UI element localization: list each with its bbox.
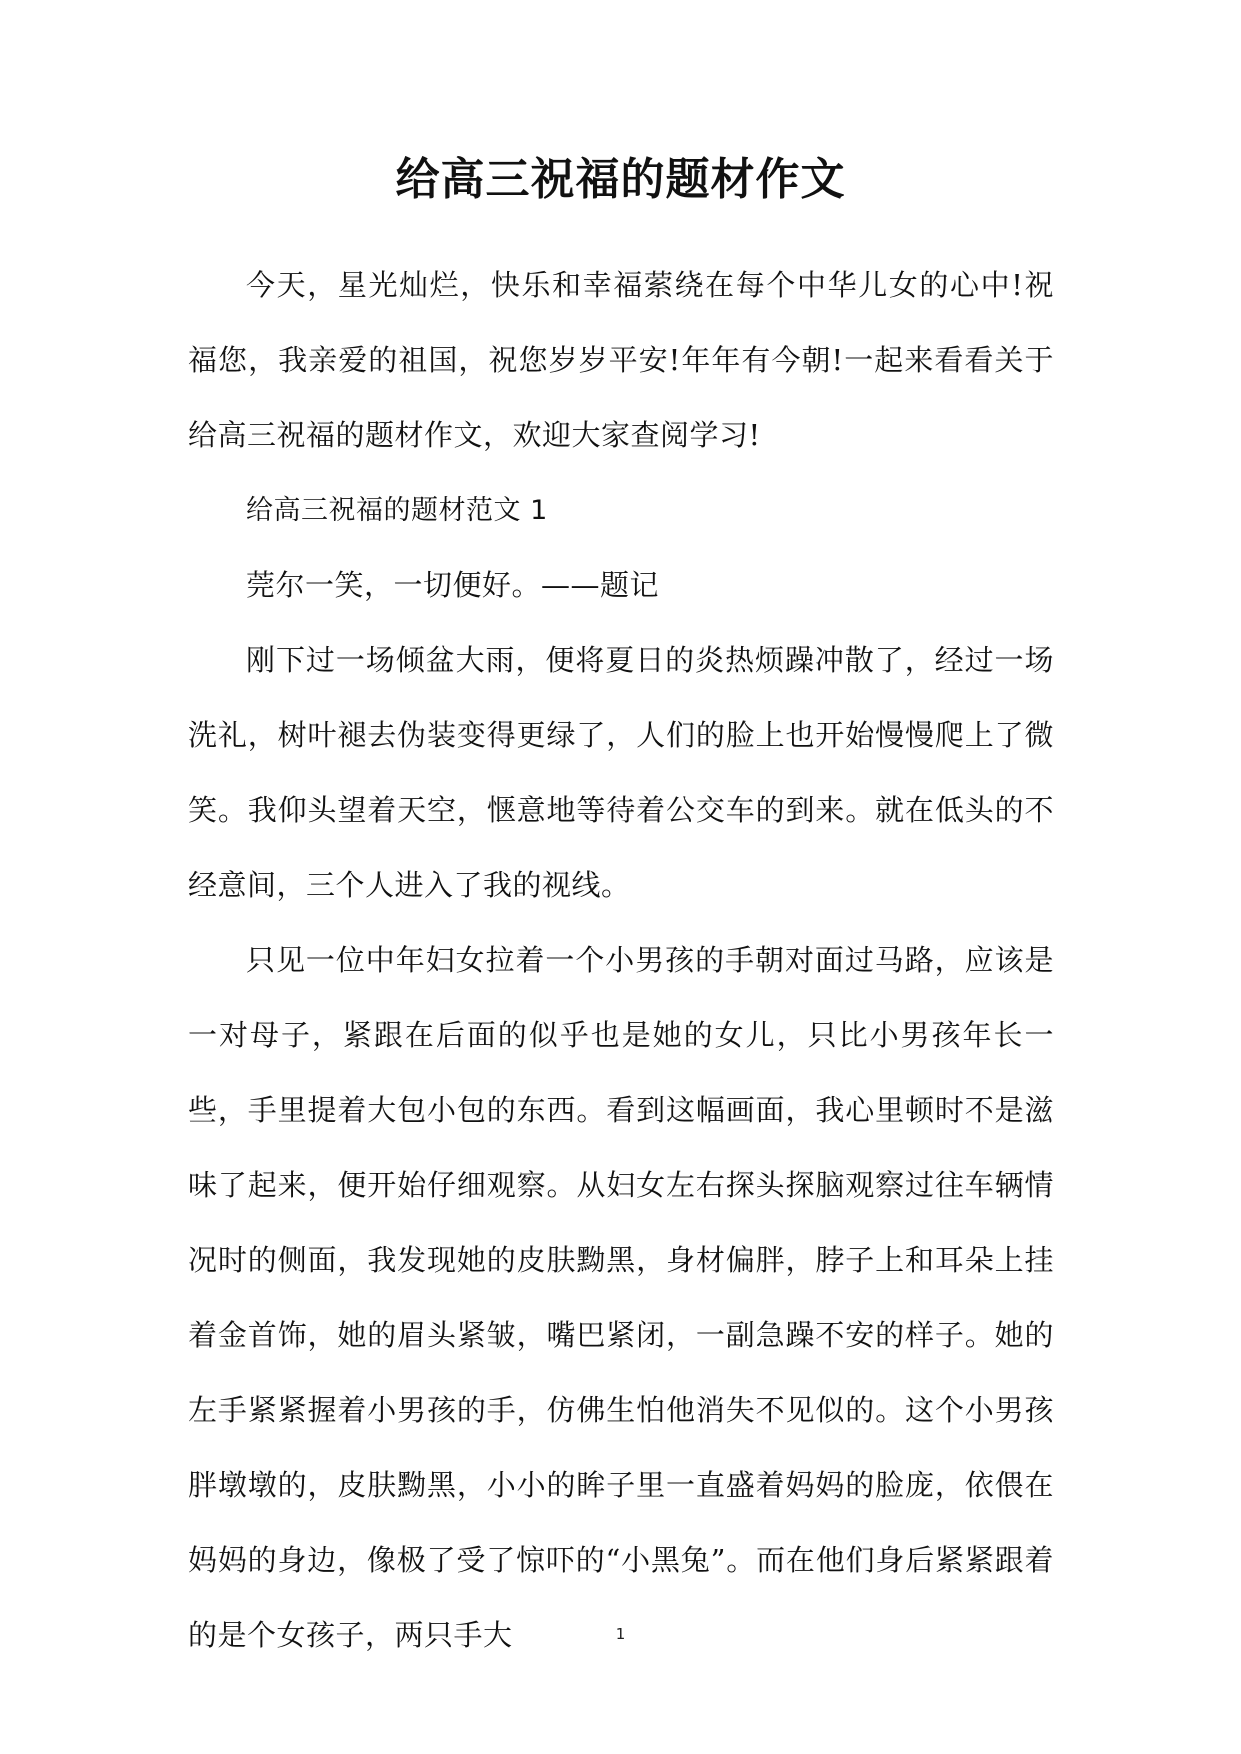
page-number: 1: [615, 1625, 626, 1643]
document-body: [188, 248, 1054, 1673]
body-paragraph: 只见一位中年妇女拉着一个小男孩的手朝对面过马路，应该是一对母子，紧跟在后面的似乎也是她的女儿，只比小男孩年长一些，手里提着大包小包的东西。看到这幅画面，我心里顿时不是滋味了起来，便开始仔细观察。从妇女左右探头探脑观察过往车辆情况时的侧面，我发现她的皮肤黝黑，身材偏胖，脖子上和耳朵上挂着金首饰，她的眉头紧皱，嘴巴紧闭，一副急躁不安的样子。她的左手紧紧握着小男孩的手，仿佛生怕他消失不见似的。这个小男孩胖墩墩的，皮肤黝黑，小小的眸子里一直盛着妈妈的脸庞，依偎在妈妈的身边，像极了受了惊吓的“小黑兔”。而在他们身后紧紧跟着的是个女孩子，两只手大: [188, 943, 1054, 1652]
epigraph-paragraph: 莞尔一笑，一切便好。——题记: [246, 568, 660, 602]
page-title: 给高三祝福的题材作文: [395, 154, 846, 205]
section-heading: 给高三祝福的题材范文 1: [246, 495, 548, 526]
intro-paragraph: 今天，星光灿烂，快乐和幸福萦绕在每个中华儿女的心中!祝福您，我亲爱的祖国，祝您岁岁平安!年年有今朝!一起来看看关于给高三祝福的题材作文，欢迎大家查阅学习!: [188, 268, 1054, 452]
body-paragraph: 刚下过一场倾盆大雨，便将夏日的炎热烦躁冲散了，经过一场洗礼，树叶褪去伪装变得更绿了，人们的脸上也开始慢慢爬上了微笑。我仰头望着天空，惬意地等待着公交车的到来。就在低头的不经意间，三个人进入了我的视线。: [188, 643, 1054, 902]
